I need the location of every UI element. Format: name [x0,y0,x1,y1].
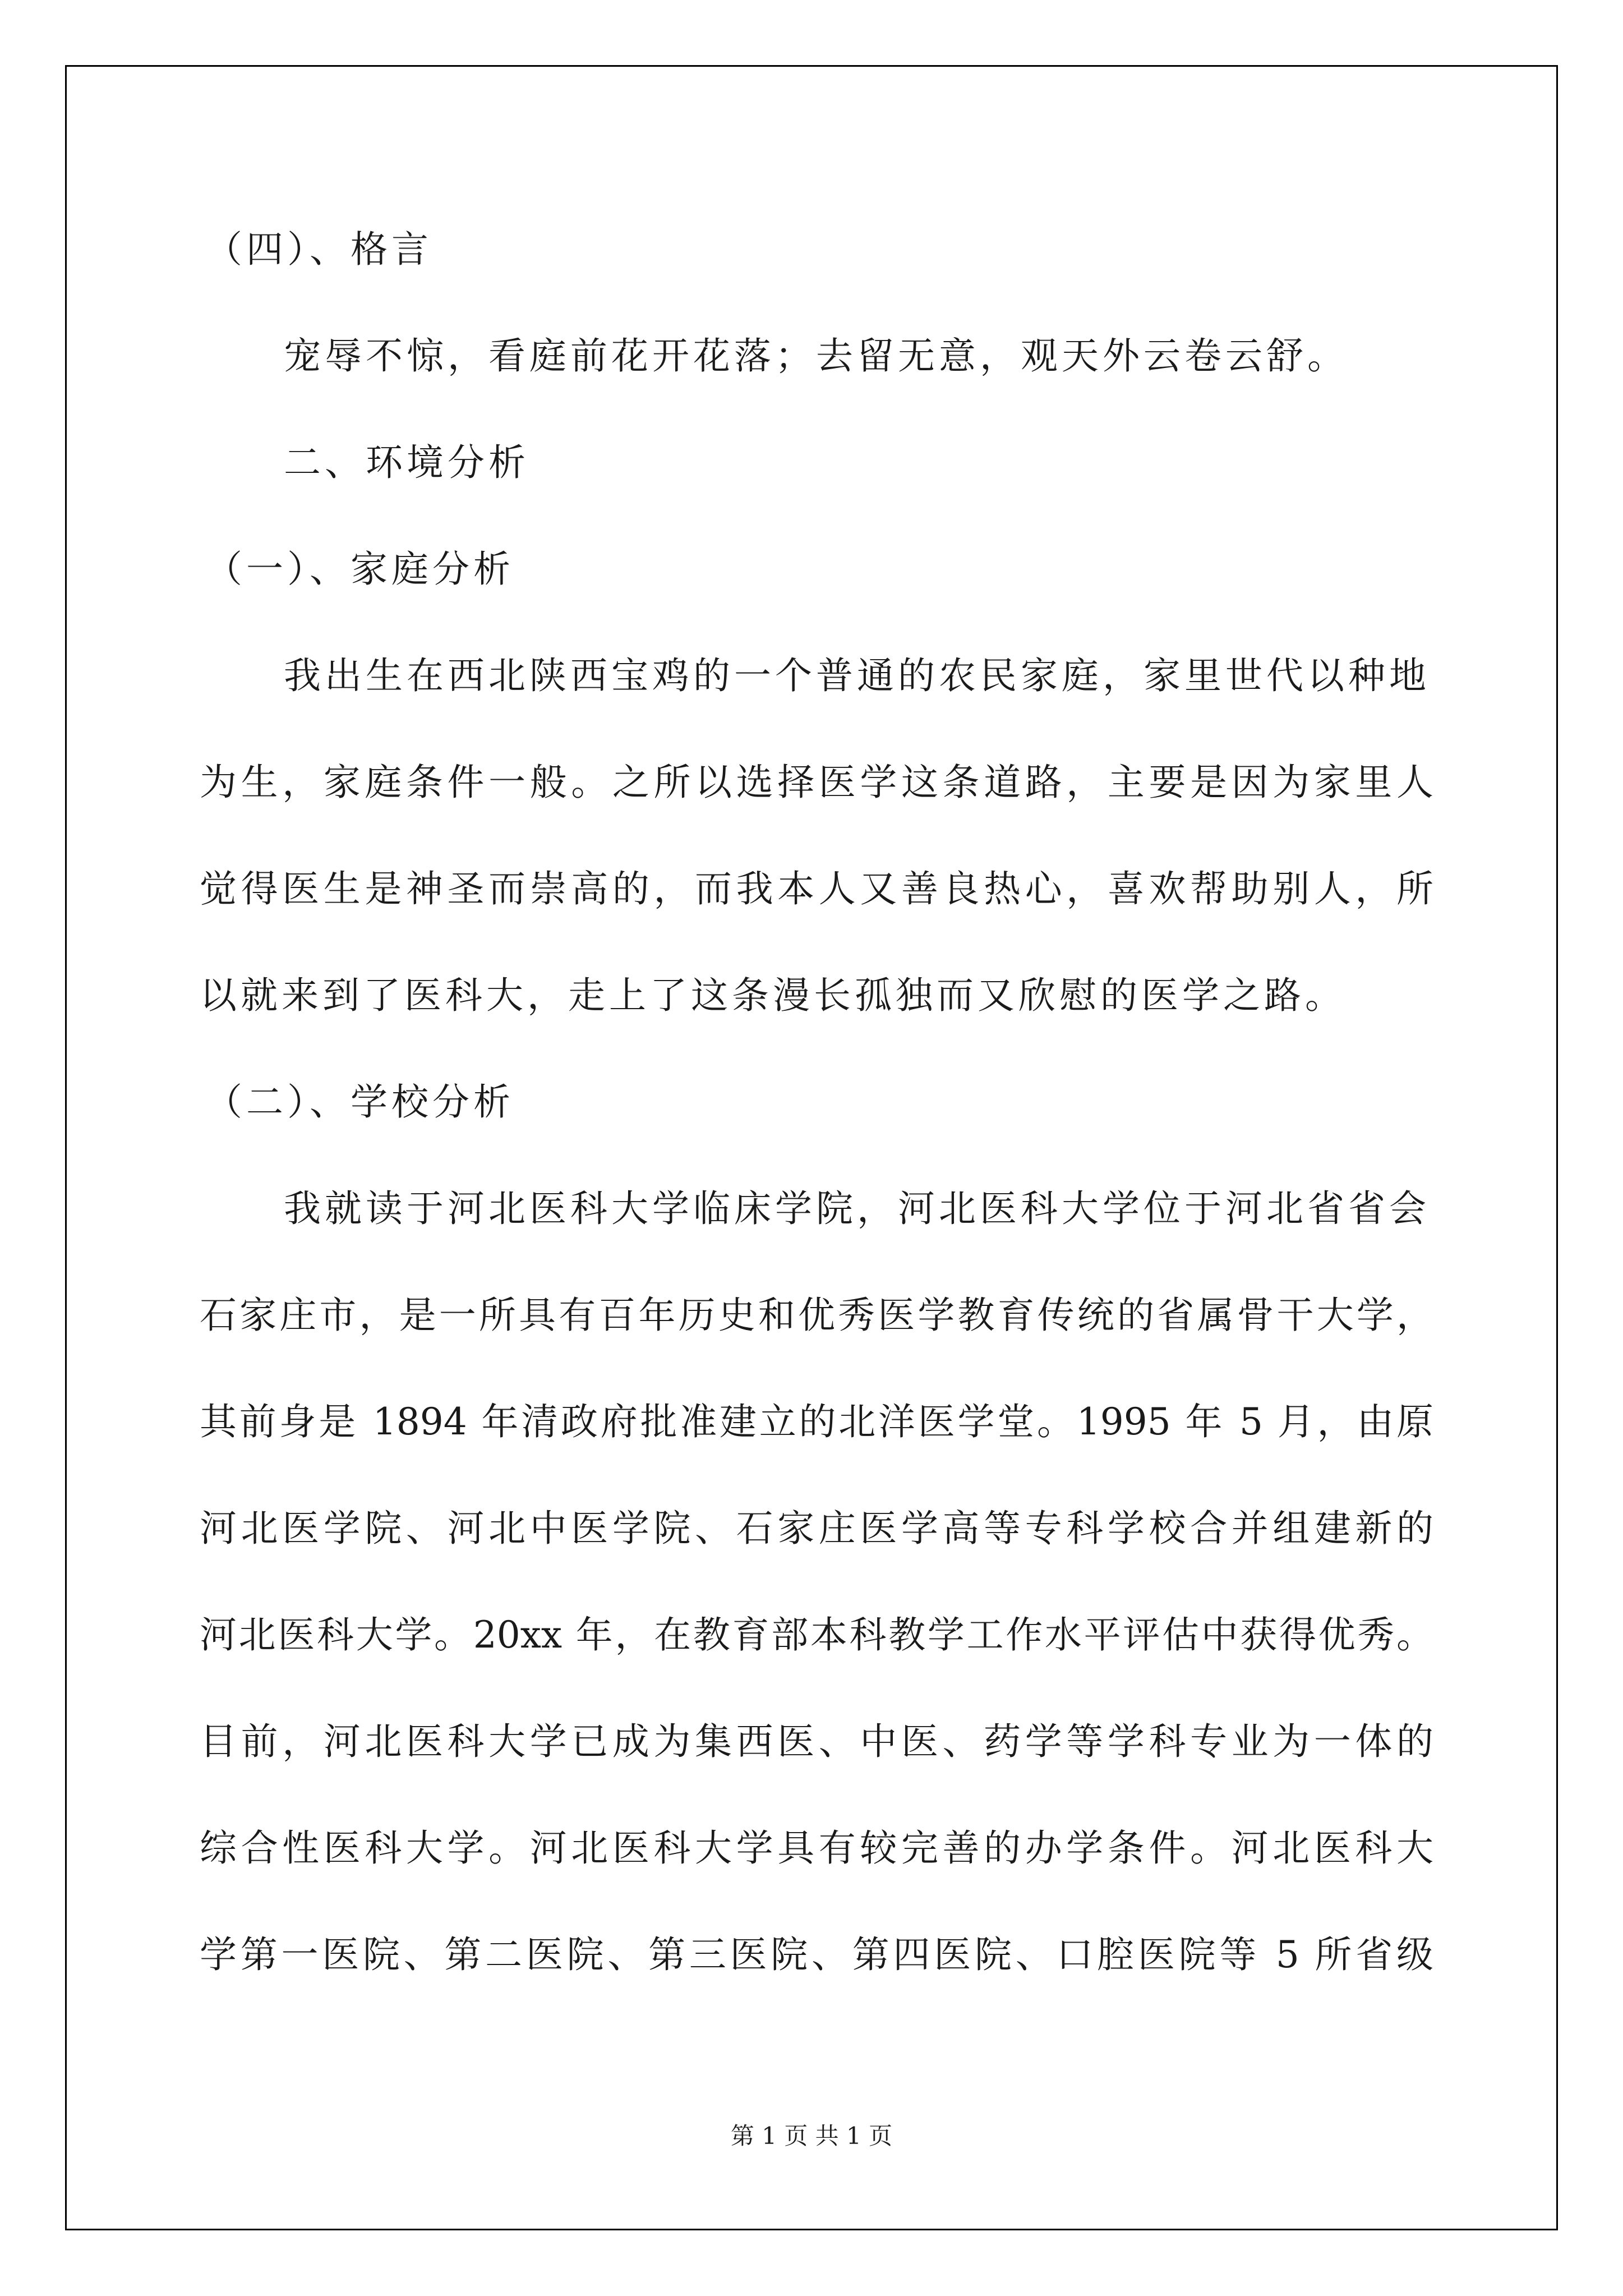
section-heading-environment: 二、环境分析 [284,441,529,484]
paragraph-line: 综合性医科大学。河北医科大学具有较完善的办学条件。河北医科大 [200,1826,1433,1870]
page-border [65,65,1558,2230]
paragraph-line: 石家庄市，是一所具有百年历史和优秀医学教育传统的省属骨干大学， [200,1294,1433,1337]
paragraph-line: 河北医科大学。20xx 年，在教育部本科教学工作水平评估中获得优秀。 [200,1613,1433,1657]
paragraph-line: 以就来到了医科大，走上了这条漫长孤独而又欣慰的医学之路。 [200,974,1346,1017]
paragraph-line: 河北医学院、河北中医学院、石家庄医学高等专科学校合并组建新的 [200,1507,1433,1550]
paragraph-line: 觉得医生是神圣而崇高的，而我本人又善良热心，喜欢帮助别人，所 [200,867,1433,910]
paragraph-line: 其前身是 1894 年清政府批准建立的北洋医学堂。1995 年 5 月，由原 [200,1400,1433,1443]
paragraph-line: 我出生在西北陕西宝鸡的一个普通的农民家庭，家里世代以种地 [284,654,1430,697]
paragraph-line: 宠辱不惊，看庭前花开花落；去留无意，观天外云卷云舒。 [284,334,1348,378]
paragraph-line: 学第一医院、第二医院、第三医院、第四医院、口腔医院等 5 所省级 [200,1933,1433,1976]
section-heading-maxim: （四）、格言 [205,228,432,271]
page-footer: 第 1 页 共 1 页 [730,2122,893,2150]
paragraph-line: 目前，河北医科大学已成为集西医、中医、药学等学科专业为一体的 [200,1720,1433,1763]
paragraph-line: 为生，家庭条件一般。之所以选择医学这条道路，主要是因为家里人 [200,761,1433,804]
paragraph-line: 我就读于河北医科大学临床学院，河北医科大学位于河北省省会 [284,1187,1430,1230]
section-heading-school: （二）、学校分析 [205,1080,514,1124]
section-heading-family: （一）、家庭分析 [205,547,514,591]
